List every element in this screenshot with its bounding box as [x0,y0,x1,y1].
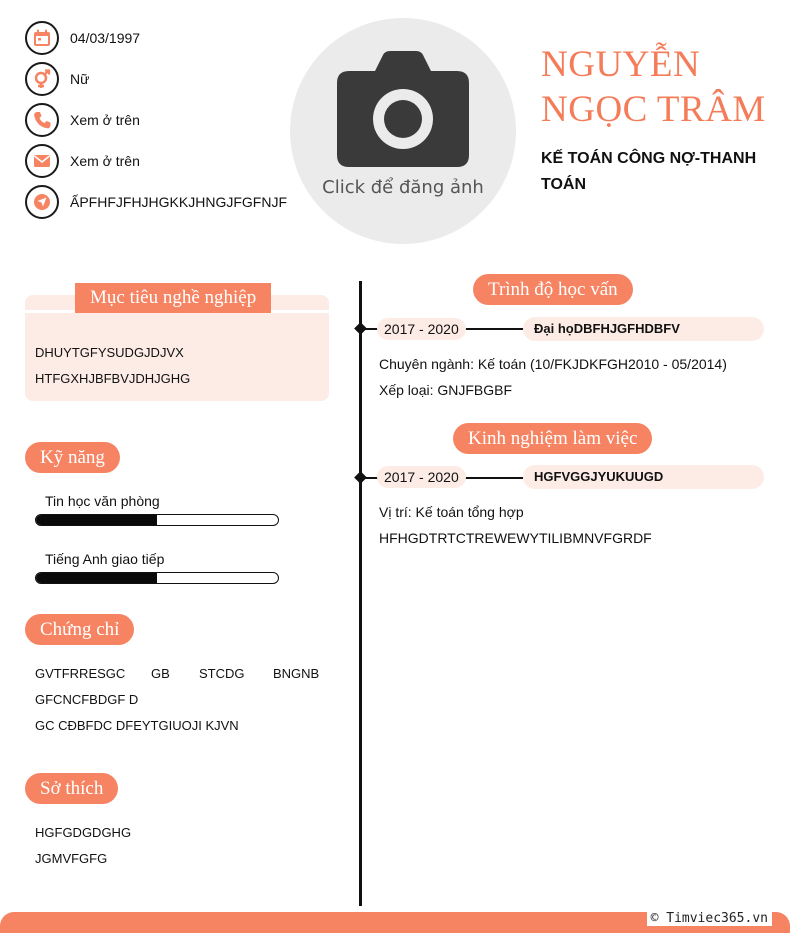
experience-description: HFHGDTRTCTREWEWYTILIBMNVFGRDF [379,530,652,546]
timeline-line [359,281,362,906]
certificate-word: STCDG [199,666,245,681]
name-line-2: NGỌC TRÂM [541,89,766,130]
footer-copyright: © Timviec365.vn [647,911,772,926]
education-period: 2017 - 2020 [377,318,466,340]
name-line-1: NGUYỄN [541,44,701,85]
education-school: Đại họDBFHJGFHDBFV [523,317,764,341]
certificate-word: GVTFRRESGC [35,666,126,681]
skill-bar-fill [36,515,157,525]
photo-upload[interactable] [290,18,516,244]
job-title: KẾ TOÁN CÔNG NỢ-THANH TOÁN [541,150,757,193]
calendar-icon [25,21,59,55]
certificates-header: Chứng chỉ [25,614,134,645]
objective-header: Mục tiêu nghề nghiệp [75,283,271,313]
phone-text: Xem ở trên [70,112,140,128]
skill-bar [35,514,279,526]
certificate-word: GB [151,666,170,681]
skill-name: Tiếng Anh giao tiếp [45,551,165,567]
phone-icon [25,103,59,137]
skills-header: Kỹ năng [25,442,120,473]
experience-header: Kinh nghiệm làm việc [453,423,652,454]
hobbies-header: Sở thích [25,773,118,804]
hobby-line: JGMVFGFG [35,851,108,866]
objective-line: DHUYTGFYSUDGJDJVX [35,345,184,360]
contact-phone [25,103,140,137]
contact-birthday [25,21,140,55]
photo-upload-label: Click để đăng ảnh [322,177,484,198]
education-rank: Xếp loại: GNJFBGBF [379,382,513,398]
gender-icon [25,62,59,96]
mail-icon [25,144,59,178]
experience-position: Vị trí: Kế toán tổng hợp [379,504,524,520]
experience-period: 2017 - 2020 [377,466,466,488]
address-text: ẤPFHFJFHJHGKKJHNGJFGFNJF [70,194,287,210]
objective-line: HTFGXHJBFBVJDHJGHG [35,371,191,386]
hobby-line: HGFGDGDGHG [35,825,132,840]
certificate-word: BNGNB [273,666,320,681]
full-name [541,42,766,132]
contact-email [25,144,140,178]
contact-gender [25,62,89,96]
skill-bar-fill [36,573,157,583]
skill-name: Tin học văn phòng [45,493,160,509]
location-icon [25,185,59,219]
education-major: Chuyên ngành: Kế toán (10/FKJDKFGH2010 - 05/2014) [379,356,727,372]
camera-icon [335,51,471,169]
education-header: Trình độ học vấn [473,274,633,305]
certificate-line: GFCNCFBDGF D [35,692,139,707]
skill-bar [35,572,279,584]
certificate-line: GC CĐBFDC DFEYTGIUOJI KJVN [35,718,239,733]
contact-address [25,185,287,219]
gender-text: Nữ [70,71,90,87]
experience-company: HGFVGGJYUKUUGD [523,465,764,489]
birthday-text: 04/03/1997 [70,30,141,46]
email-text: Xem ở trên [70,153,140,169]
